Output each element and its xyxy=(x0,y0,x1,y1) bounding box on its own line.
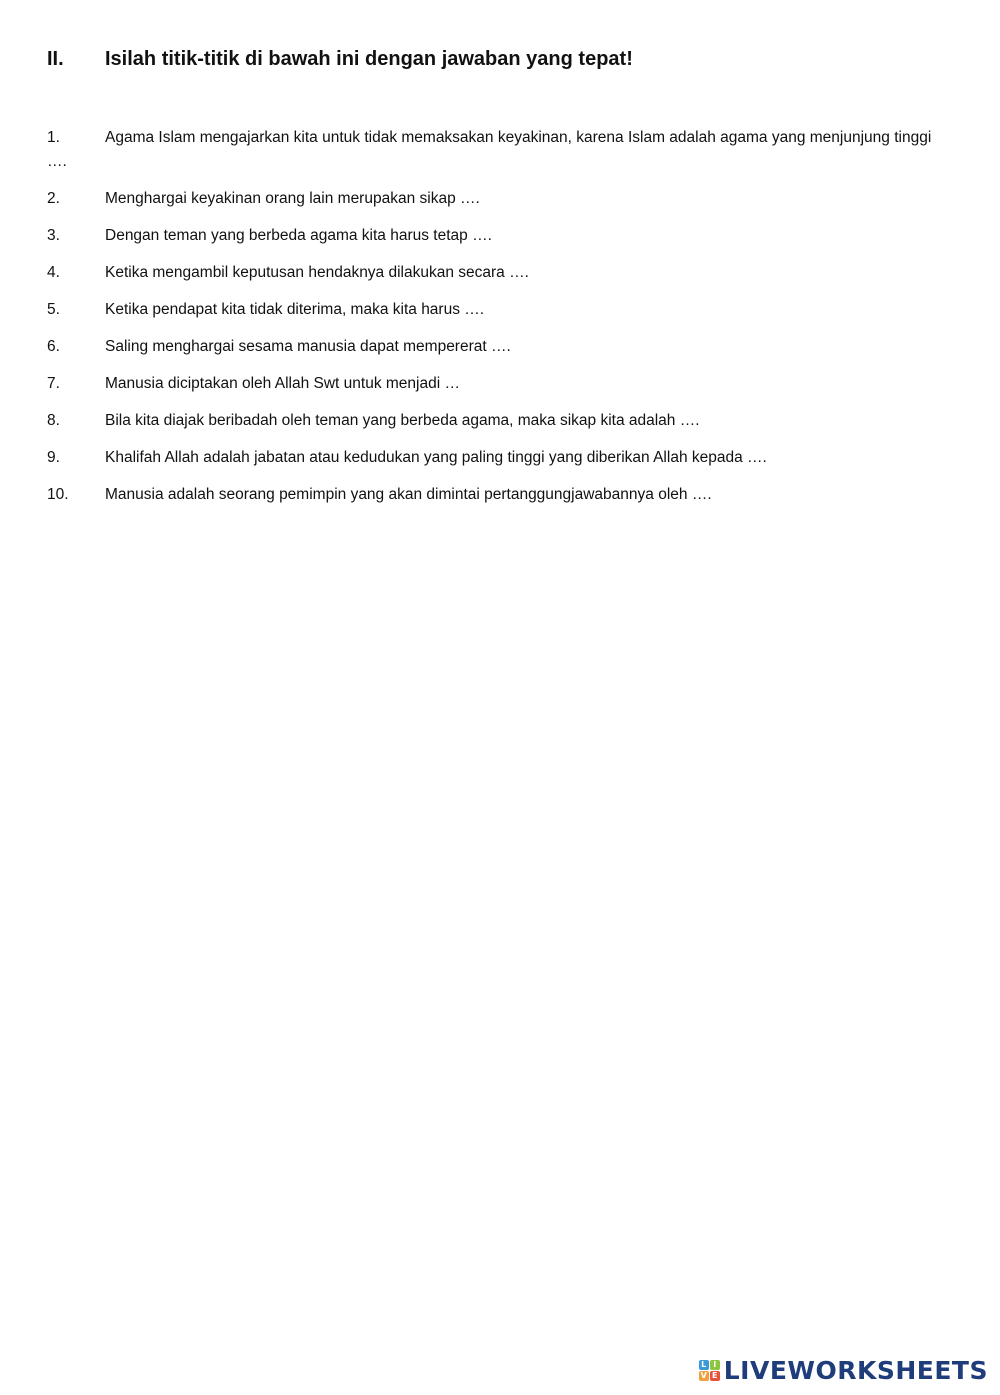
logo-mark-letter: V xyxy=(700,1371,707,1380)
question-text: Ketika mengambil keputusan hendaknya dilakukan secara …. xyxy=(105,264,529,281)
question-text: Khalifah Allah adalah jabatan atau kedudukan yang paling tinggi yang diberikan Allah kepada …. xyxy=(105,449,767,466)
liveworksheets-mark-icon xyxy=(699,1360,720,1381)
question-text: Bila kita diajak beribadah oleh teman yang berbeda agama, maka sikap kita adalah …. xyxy=(105,412,700,429)
logo-text: LIVEWORKSHEETS xyxy=(723,1356,988,1385)
question-list xyxy=(47,126,942,520)
question-item xyxy=(47,335,942,359)
question-text: Dengan teman yang berbeda agama kita harus tetap …. xyxy=(105,227,492,244)
question-item xyxy=(47,409,942,433)
question-number: 10. xyxy=(47,486,69,503)
logo-mark-letter: E xyxy=(710,1371,720,1381)
question-number: 2. xyxy=(47,190,60,207)
section-heading xyxy=(47,48,633,71)
question-item xyxy=(47,261,942,285)
question-item xyxy=(47,187,942,211)
question-text: Menghargai keyakinan orang lain merupakan sikap …. xyxy=(105,190,480,207)
question-text: Saling menghargai sesama manusia dapat mempererat …. xyxy=(105,338,511,355)
section-title: Isilah titik-titik di bawah ini dengan jawaban yang tepat! xyxy=(105,48,633,70)
question-number: 9. xyxy=(47,449,60,466)
question-item xyxy=(47,298,942,322)
question-number: 7. xyxy=(47,375,60,392)
logo-mark-letter: I xyxy=(710,1360,720,1370)
question-number: 6. xyxy=(47,338,60,355)
question-item xyxy=(47,126,942,174)
question-item xyxy=(47,446,942,470)
section-number: II. xyxy=(47,48,64,70)
question-text: Agama Islam mengajarkan kita untuk tidak memaksakan keyakinan, karena Islam adalah agama yang menjunjung tinggi …. xyxy=(47,129,932,170)
question-number: 8. xyxy=(47,412,60,429)
liveworksheets-logo xyxy=(699,1356,988,1385)
question-number: 5. xyxy=(47,301,60,318)
question-text: Manusia diciptakan oleh Allah Swt untuk menjadi … xyxy=(105,375,460,392)
question-number: 4. xyxy=(47,264,60,281)
question-item xyxy=(47,372,942,396)
question-text: Manusia adalah seorang pemimpin yang akan dimintai pertanggungjawabannya oleh …. xyxy=(105,486,712,503)
question-text: Ketika pendapat kita tidak diterima, maka kita harus …. xyxy=(105,301,485,318)
question-number: 3. xyxy=(47,227,60,244)
question-item xyxy=(47,483,942,507)
question-number: 1. xyxy=(47,129,60,146)
logo-mark-letter: L xyxy=(699,1360,709,1370)
question-item xyxy=(47,224,942,248)
